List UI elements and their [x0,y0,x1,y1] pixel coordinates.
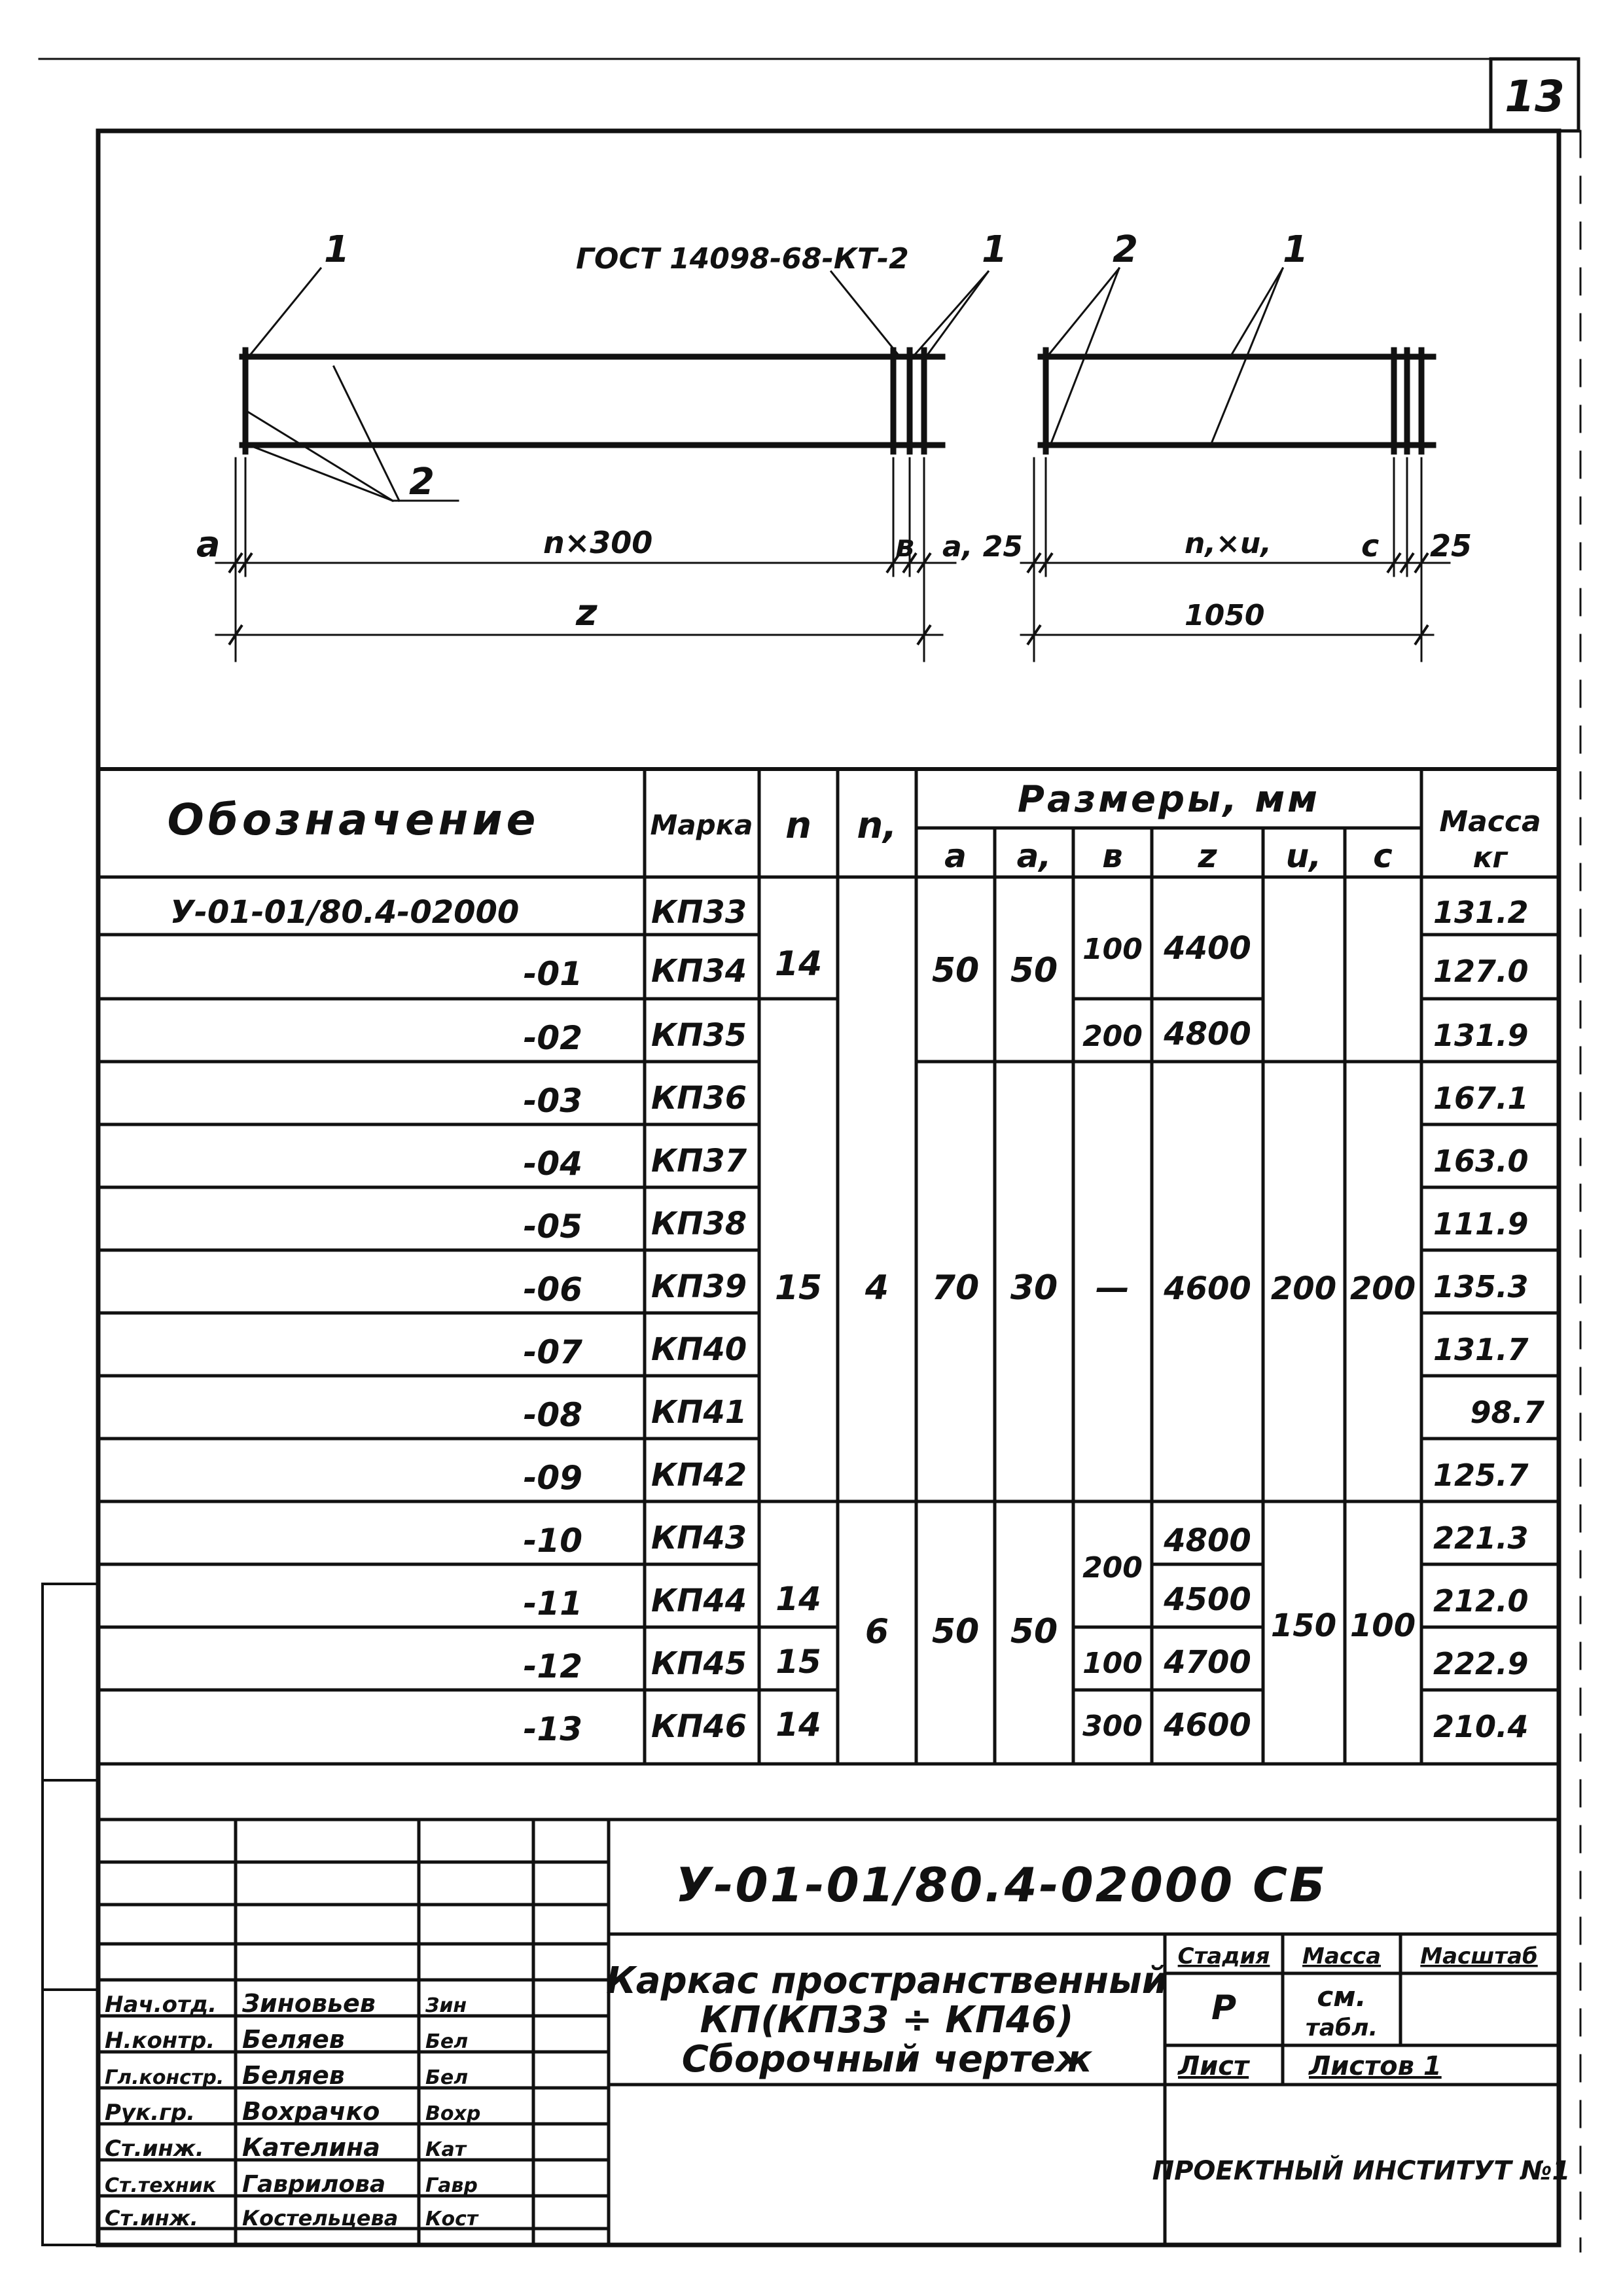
row-mass: 135.3 [1433,1269,1529,1304]
cell-n: 14 [774,944,823,984]
cell-u1: 150 [1270,1607,1337,1644]
cell-z: 4600 [1164,1270,1251,1307]
signature-role: Ст.инж. [105,2136,204,2162]
row-mark: КП44 [651,1583,747,1619]
signature-role: Рук.гр. [105,2100,196,2126]
dim-25: 25 [1430,528,1472,564]
row-mass: 125.7 [1433,1458,1529,1493]
title-line-2: КП(КП33 ÷ КП46) [700,1999,1074,2041]
signature-role: Нач.отд. [105,1992,217,2018]
cell-b: 100 [1082,1647,1143,1680]
dim-c: c [1361,528,1380,564]
scale-label: Масштаб [1420,1943,1538,1969]
cell-a: 70 [931,1268,980,1308]
row-mass: 131.9 [1433,1018,1529,1053]
title-line-3: Сборочный чертеж [681,2038,1092,2081]
signature-name: Гаврилова [242,2171,386,2198]
row-mass: 127.0 [1433,954,1529,989]
cell-u1: 200 [1270,1270,1337,1307]
title-line-1: Каркас пространственный [606,1960,1168,2002]
table-rows [170,894,1544,1748]
row-mass: 221.3 [1433,1520,1529,1556]
header-b: в [1102,837,1123,875]
row-mark: КП38 [651,1206,747,1242]
row-designation: -12 [523,1647,582,1685]
mass-value-2: табл. [1305,2015,1378,2041]
row-mark: КП35 [651,1017,747,1054]
left-position-1: 1 [324,228,349,271]
gost-note: ГОСТ 14098-68-КТ-2 [576,242,909,276]
row-mass: 163.0 [1433,1143,1529,1179]
cell-n1: 6 [865,1612,889,1651]
cell-z: 4500 [1164,1581,1251,1618]
header-z: z [1198,837,1217,875]
cell-n: 15 [774,1268,823,1308]
cell-n: 14 [776,1580,821,1618]
header-n1: n, [857,804,897,847]
cell-n: 15 [776,1643,821,1681]
row-mass: 98.7 [1470,1395,1544,1430]
cell-b: 100 [1082,933,1143,966]
cell-a1: 30 [1010,1268,1058,1308]
row-designation: -08 [523,1396,582,1434]
row-mark: КП45 [651,1645,747,1682]
row-designation: -05 [523,1208,582,1246]
signature-name: Вохрачко [242,2097,380,2126]
right-view-frame [1041,350,1433,452]
row-designation: -09 [523,1459,582,1497]
cell-c: 200 [1349,1270,1416,1307]
header-sizes: Размеры, мм [1017,778,1321,821]
dim-span-left: n×300 [543,525,653,560]
row-designation: -01 [523,955,582,993]
dim-span-right: n,×u, [1185,527,1272,560]
signature-name: Беляев [242,2025,345,2054]
row-mass: 222.9 [1433,1646,1529,1681]
signature-name: Костельцева [242,2206,399,2231]
stage-value: Р [1211,1988,1237,2028]
signature-mark: Вохр [425,2102,481,2125]
row-mark: КП33 [651,894,747,931]
sheet-number: 13 [1505,71,1565,122]
cell-z: 4800 [1164,1016,1251,1052]
signature-mark: Бел [425,2066,469,2089]
row-mass: 111.9 [1433,1206,1529,1242]
cell-a1: 50 [1010,951,1058,990]
header-n: n [785,804,812,847]
cell-b: 200 [1082,1551,1143,1585]
dim-b: в [895,528,915,564]
merged-cells [775,930,1416,1744]
header-c: с [1373,837,1393,875]
signature-mark: Зин [425,1994,467,2017]
signature-mark: Кост [425,2208,478,2231]
left-position-1-right: 1 [982,228,1007,271]
leader-lines [249,268,1283,501]
signature-name: Зиновьев [242,1989,376,2018]
cell-z: 4400 [1164,930,1251,967]
cell-a1: 50 [1010,1612,1058,1651]
header-mass: Масса [1439,805,1541,838]
row-designation: -11 [523,1585,582,1623]
cell-a: 50 [931,951,980,990]
signature-name: Беляев [242,2061,345,2090]
cell-c: 100 [1349,1607,1416,1644]
header-mark: Марка [650,809,753,841]
sheets-label: Листов 1 [1309,2051,1442,2081]
signature-mark: Кат [425,2138,467,2161]
signature-mark: Гавр [425,2174,478,2197]
row-mark: КП42 [651,1457,747,1494]
row-designation: У-01-01/80.4-02000 [170,894,520,931]
cell-n1: 4 [865,1268,889,1308]
cell-a: 50 [931,1612,980,1651]
left-position-2: 2 [409,461,435,503]
dim-a1-25: a, 25 [942,530,1023,564]
row-mass: 167.1 [1433,1081,1529,1116]
row-mark: КП39 [651,1268,747,1305]
row-designation: -04 [523,1145,582,1183]
row-mark: КП46 [651,1708,747,1745]
header-mass-unit: кг [1472,841,1508,874]
row-mark: КП37 [651,1143,747,1179]
row-mark: КП43 [651,1520,747,1556]
row-designation: -06 [523,1270,582,1308]
row-designation: -07 [523,1333,582,1371]
cell-n: 14 [776,1706,821,1744]
row-mark: КП34 [651,953,747,990]
left-view-frame [242,350,942,452]
cell-b: — [1096,1268,1130,1308]
header-u1: u, [1285,837,1322,875]
signature-role: Н.контр. [105,2028,215,2054]
dim-total-z: z [576,592,597,634]
cell-z: 4600 [1164,1707,1251,1744]
mass-value-1: см. [1317,1981,1366,2013]
row-mass: 131.2 [1433,895,1529,930]
organization: ПРОЕКТНЫЙ ИНСТИТУТ №1 [1152,2156,1571,2186]
row-mark: КП41 [651,1394,747,1431]
cell-z: 4700 [1164,1644,1251,1681]
row-mass: 212.0 [1433,1583,1529,1619]
binding-strip [43,1584,98,2245]
row-mass: 131.7 [1433,1332,1529,1367]
row-designation: -13 [523,1710,582,1748]
sheet-label: Лист [1178,2051,1249,2081]
mass-label: Масса [1302,1943,1382,1969]
right-position-1: 1 [1283,228,1308,271]
signature-mark: Бел [425,2030,469,2053]
signature-name: Кателина [242,2133,380,2162]
row-mark: КП36 [651,1080,747,1117]
row-designation: -02 [523,1019,582,1057]
header-designation: Обозначение [167,795,540,845]
row-mark: КП40 [651,1331,747,1368]
row-mass: 210.4 [1433,1709,1529,1744]
signature-role: Ст.инж. [105,2206,198,2231]
row-designation: -10 [523,1522,582,1560]
header-a: a [944,837,967,875]
drawing-code: У-01-01/80.4-02000 СБ [675,1857,1327,1912]
signature-role: Ст.техник [105,2174,216,2197]
cell-b: 200 [1082,1020,1143,1053]
header-a1: a, [1016,837,1052,875]
cell-b: 300 [1082,1710,1143,1743]
dim-total-1050: 1050 [1185,599,1265,632]
signature-role: Гл.констр. [105,2066,224,2089]
cell-z: 4800 [1164,1522,1251,1559]
stage-label: Стадия [1177,1943,1270,1969]
dim-a: a [196,524,221,565]
right-position-2: 2 [1113,228,1138,271]
row-designation: -03 [523,1082,582,1120]
